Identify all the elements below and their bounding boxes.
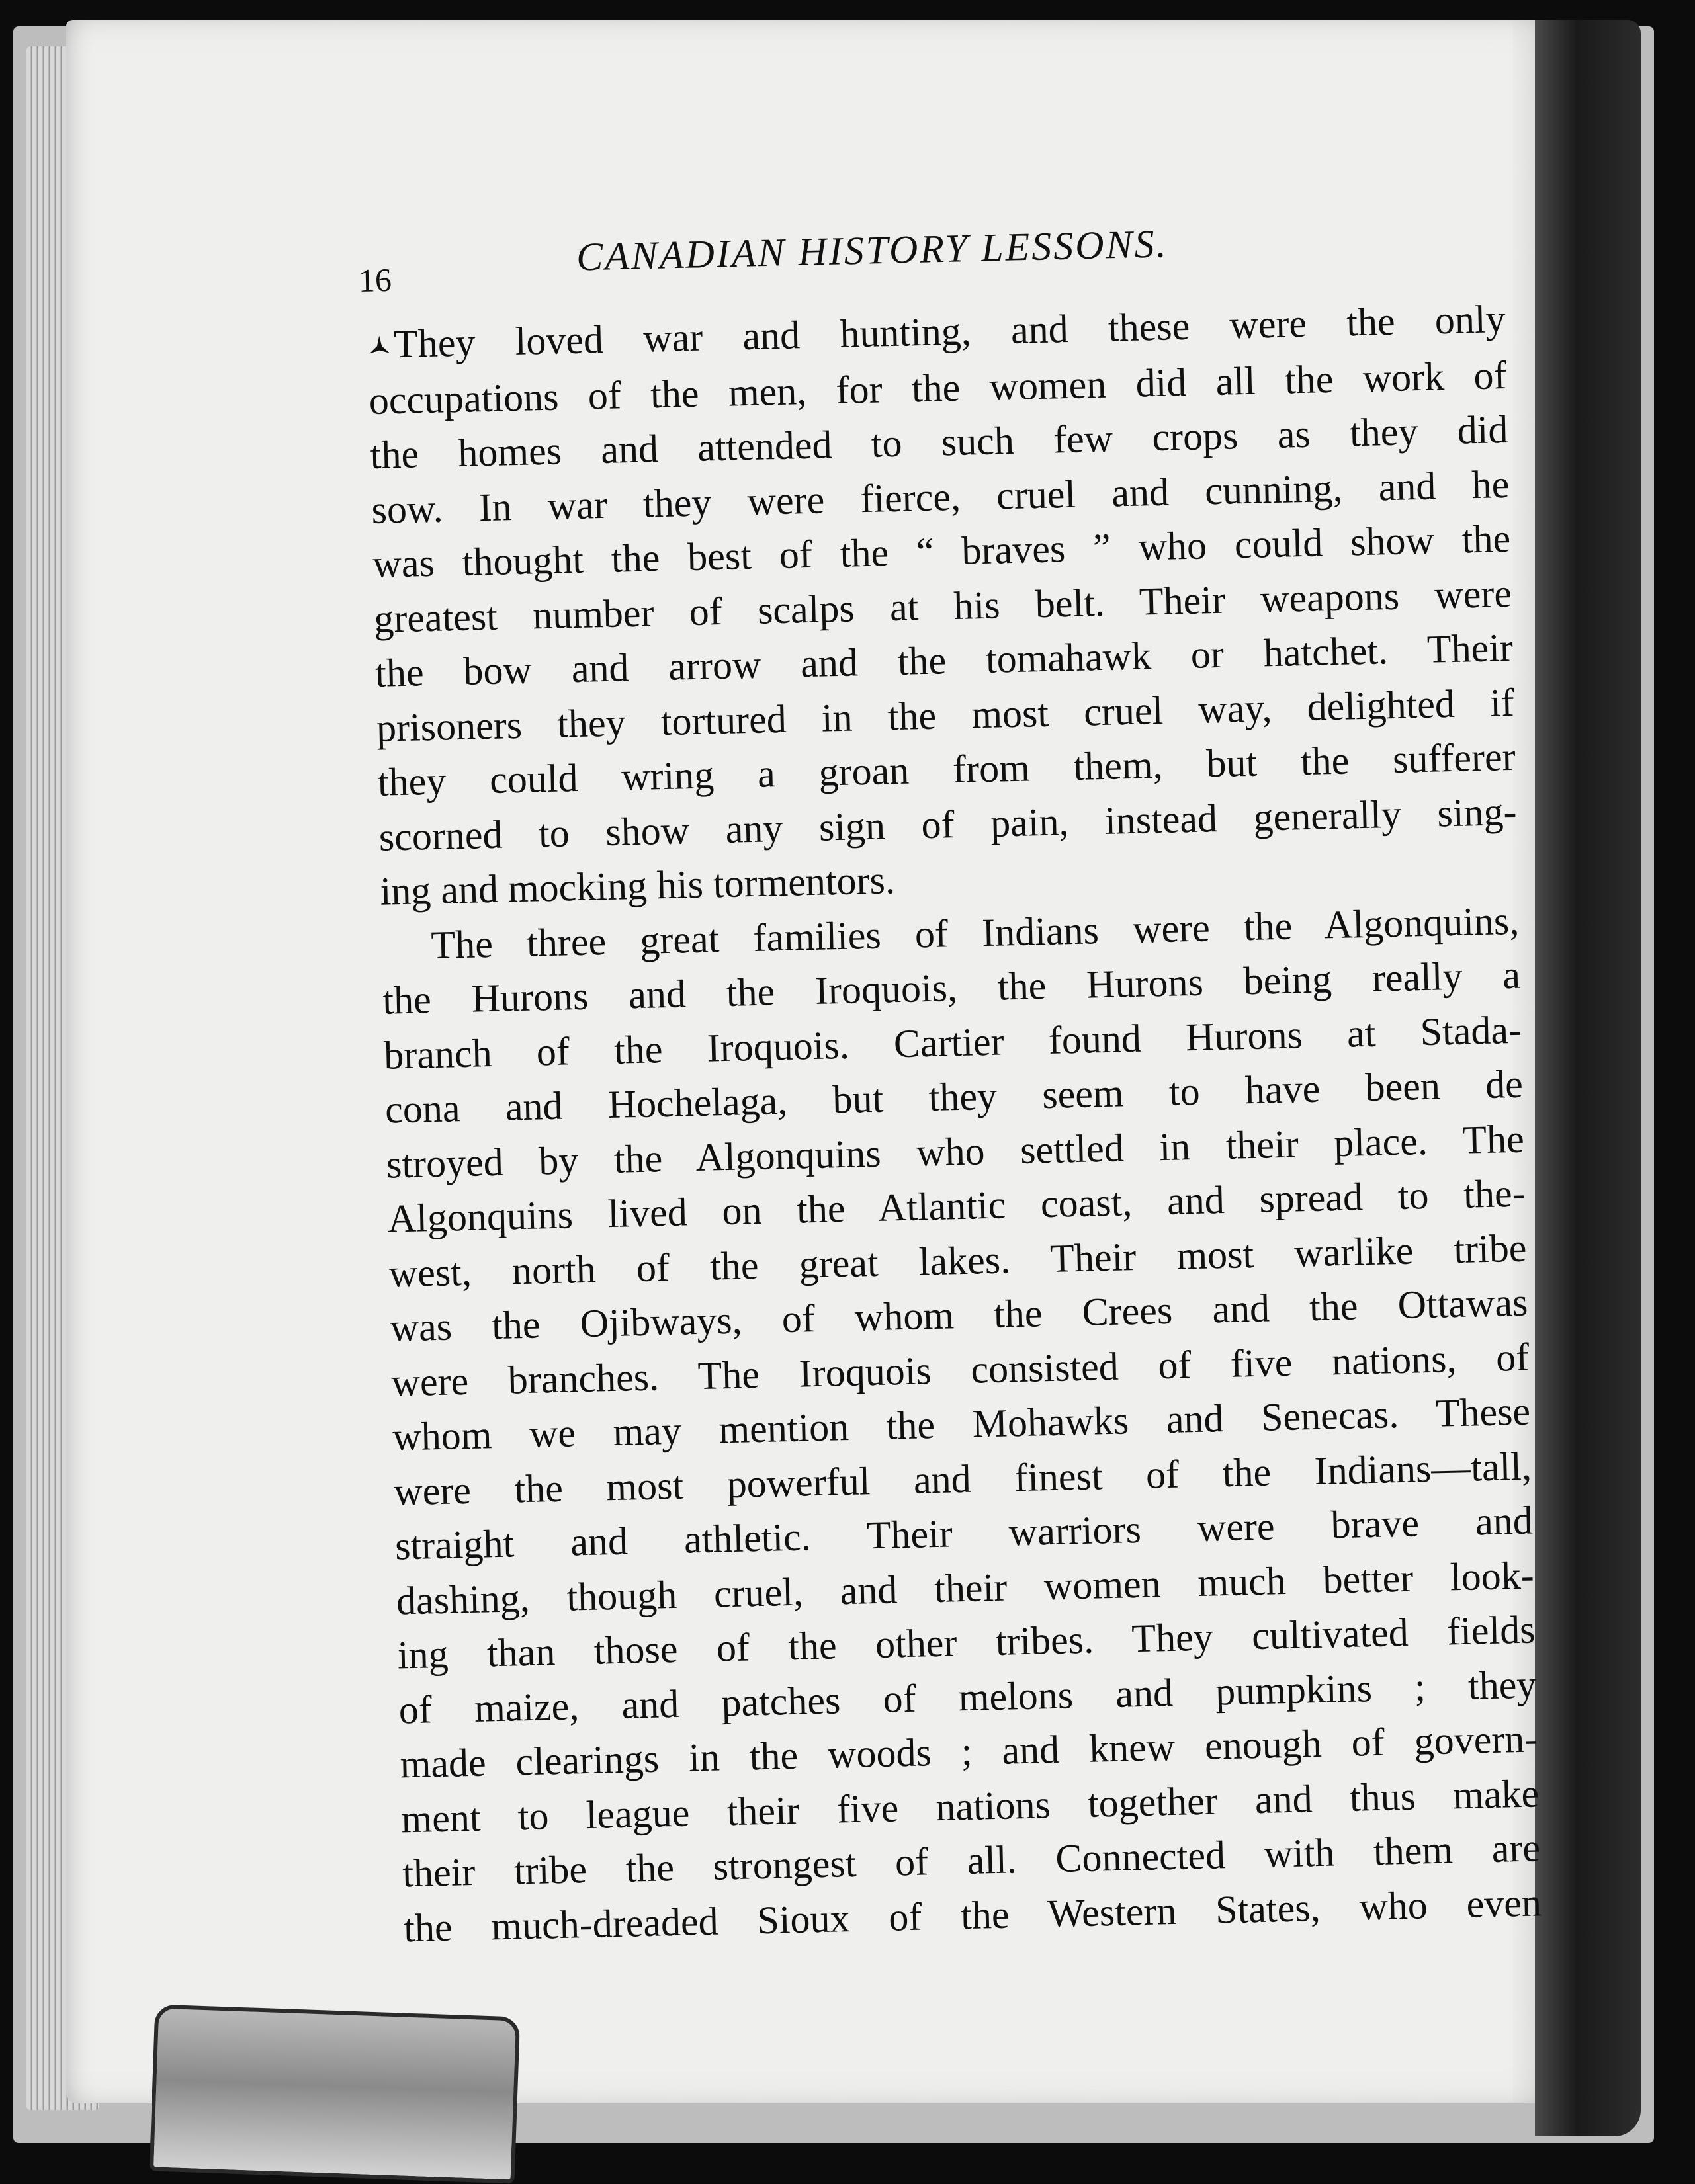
text-line: ing and mocking his tormentors. — [379, 858, 896, 913]
running-title: CANADIAN HISTORY LESSONS. — [576, 222, 1169, 279]
text-line: of maize, and patches of melons and pumpkins ; they — [398, 1661, 1538, 1732]
text-line: dashing, though cruel, and their women much better look- — [396, 1552, 1535, 1622]
paragraph-2 — [381, 893, 1542, 1955]
text-line: the Hurons and the Iroquois, the Hurons being really a — [382, 952, 1521, 1023]
text-line: ment to league their five nations together and thus make — [400, 1771, 1540, 1841]
book-clip — [150, 2004, 520, 2183]
text-line: west, north of the great lakes. Their most warlike tribe — [388, 1226, 1528, 1296]
text-line: whom we may mention the Mohawks and Senecas. These — [392, 1389, 1531, 1459]
text-line: sow. In war they were fierce, cruel and cunning, and he — [370, 462, 1510, 532]
text-line: occupations of the men, for the women did all the work of — [369, 353, 1508, 423]
text-line: scorned to show any sign of pain, instead generally sing- — [378, 789, 1518, 859]
text-line: branch of the Iroquois. Cartier found Hurons at Stada- — [383, 1007, 1522, 1077]
text-line: Algonquins lived on the Atlantic coast, and spread to the- — [387, 1171, 1526, 1241]
text-line: straight and athletic. Their warriors were brave and — [394, 1498, 1534, 1568]
text-line: cona and Hochelaga, but they seem to have been de — [384, 1062, 1524, 1132]
text-line: ing than those of the other tribes. They cultivated fields — [397, 1607, 1536, 1677]
text-line: were the most powerful and finest of the Indians—tall, — [393, 1444, 1532, 1514]
paragraph-mark-icon: 🟁 — [367, 329, 392, 362]
text-line: The three great families of Indians were the Algonquins, — [430, 898, 1520, 967]
text-line: was thought the best of the “ braves ” who could show the — [372, 516, 1511, 586]
book-spine-shadow — [1535, 20, 1641, 2136]
text-line: the bow and arrow and the tomahawk or hatchet. Their — [374, 625, 1514, 695]
text-line: stroyed by the Algonquins who settled in their place. The — [386, 1116, 1525, 1187]
text-line: the homes and attended to such few crops as they did — [369, 407, 1509, 477]
text-line: was the Ojibways, of whom the Crees and the Ottawas — [389, 1280, 1528, 1350]
text-line: made clearings in the woods ; and knew enough of govern- — [399, 1716, 1538, 1786]
text-line: they could wring a groan from them, but the sufferer — [377, 734, 1516, 804]
body-text — [367, 292, 1542, 1955]
text-line: their tribe the strongest of all. Connected with them are — [402, 1826, 1541, 1896]
paragraph-1 — [367, 292, 1518, 919]
text-line: were branches. The Iroquois consisted of five nations, of — [390, 1335, 1530, 1405]
text-line: 🟁They loved war and hunting, and these were the only — [367, 292, 1506, 374]
text-line: the much-dreaded Sioux of the Western States, who even — [403, 1880, 1542, 1950]
page-number: 16 — [358, 261, 392, 299]
text-line: greatest number of scalps at his belt. Their weapons were — [373, 571, 1512, 641]
text-line: prisoners they tortured in the most cruel way, delighted if — [376, 680, 1515, 750]
